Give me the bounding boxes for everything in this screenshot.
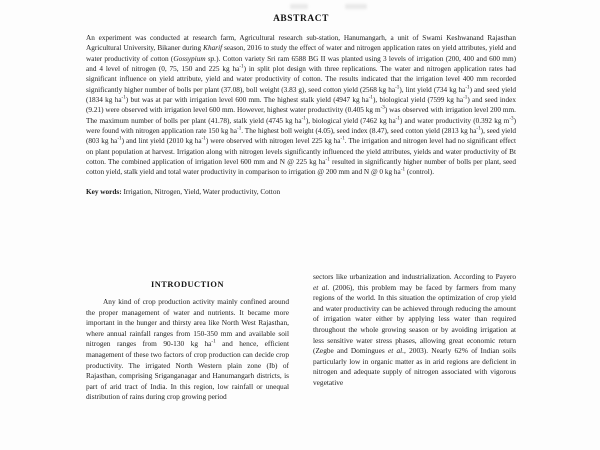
introduction-left-column <box>86 272 289 403</box>
keywords-line <box>86 178 516 197</box>
keywords-label: Key words: <box>86 187 122 196</box>
abstract-heading: ABSTRACT <box>273 14 329 24</box>
keywords-values: Irrigation, Nitrogen, Yield, Water productivity, Cotton <box>123 187 281 196</box>
abstract-body-text: An experiment was conducted at research farm, Agricultural research sub-station, Hanumangarh, a unit of Swami Keshwanand Rajasthan Agricultural University, Bikaner during Kharif season, 2016 to study the effect of water and nitrogen application rates on yield attributes, yield and water productivity of cotton (Gossypium sp.). Cotton variety Sri ram 6588 BG II was planted using 3 levels of irrigation (200, 400 and 600 mm) and 4 level of nitrogen (0, 75, 150 and 225 kg $ha^{-1}$) in split plot design with three replications. The water and nitrogen application rates had significant influence on yield attribute, yield and water productivity of cotton. The results indicated that the irrigation level 400 mm recorded significantly higher number of bolls per plant (37.08), boll weight (3.83 g), seed cotton yield (2568 kg $ha^{-1}$), lint yield (734 kg $ha^{-1}$) and seed yield (1834 kg $ha^{-1}$) but was at par with irrigation level 600 mm. The highest stalk yield (4947 kg $ha^{-1}$), biological yield (7599 kg $ha^{-1}$) and seed index (9.21) were observed with irrigation level 600 mm. However, highest water productivity (0.405 kg $m^{-3}$) was observed with irrigation level 200 mm. The maximum number of bolls per plant (41.78), stalk yield (4745 kg $ha^{-1}$), biological yield (7462 kg $ha^{-1}$) and water productivity (0.392 kg $m^{-3}$) were found with nitrogen application rate 150 kg $ha^{-1}$. The highest boll weight (4.05), seed index (8.47), seed cotton yield (2813 kg $ha^{-1}$), seed yield (803 kg $ha^{-1}$) and lint yield (2010 kg $ha^{-1}$) were observed with nitrogen level 225 kg $ha^{-1}$. The irrigation and nitrogen level had no significant effect on plant population at harvest. Irrigation along with nitrogen levels significantly influenced the yield attributes, yields and water productivity of Bt cotton. The combined application of irrigation level 600 mm and N @ 225 kg $ha^{-1}$ resulted in significantly higher number of bolls per plant, seed cotton yield, stalk yield and total water productivity in comparison to irrigation @ 200 mm and N @ 0 kg $ha^{-1}$ (control). <box>86 34 517 177</box>
introduction-right-column <box>313 272 516 389</box>
introduction-heading: INTRODUCTION <box>150 280 224 289</box>
introduction-left-paragraph: Any kind of crop production activity mainly confined around the proper management of water and nutrients. It became more important in the hunger and thirsty area like North West Rajasthan, where annual rainfall ranges from 150-350 mm and available soil nitrogen ranges from 90-130 kg $ha^{-1}$ and hence, efficient management of these two factors of crop production can decide crop productivity. The irrigated North Western plain zone (Ib) of Rajasthan, comprising Sriganganagar and Hanumangarh districts, is part of arid tract of India. In this region, low rainfall or unequal distribution of rains during crop growing period <box>86 297 289 402</box>
introduction-section <box>86 272 516 450</box>
abstract-section <box>86 0 516 197</box>
introduction-right-paragraph: sectors like urbanization and industrialization. According to Payero et al. (2006), this problem may be faced by farmers from many regions of the world. In this situation the optimization of crop yield and water productivity can be achieved through reducing the amount of irrigation water either by applying less water than required throughout the whole growing season or by avoiding irrigation at less sensitive water stress phases, allowing great economic return (Zegbe and Domingues et al., 2003). Nearly 62% of Indian soils particularly low in organic matter as in arid regions are deficient in nitrogen and adequate supply of nitrogen associated with vigorous vegetative <box>313 272 516 387</box>
